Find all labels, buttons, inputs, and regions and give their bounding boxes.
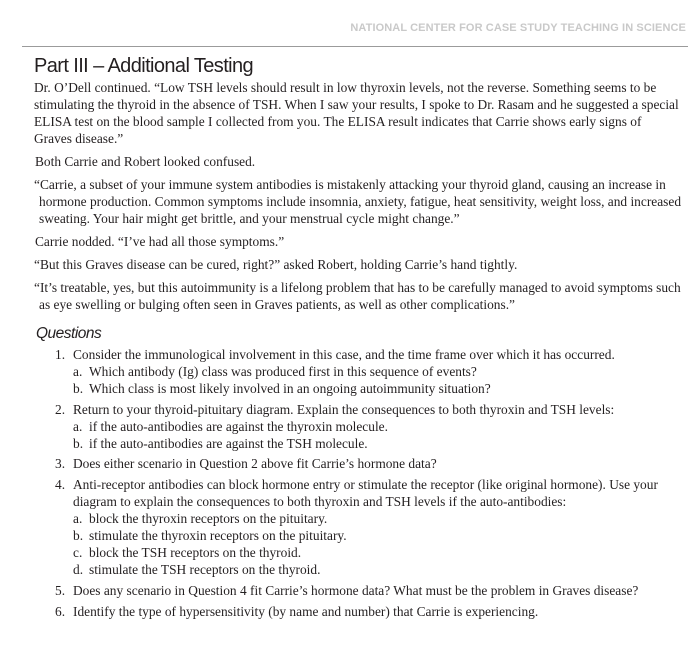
sub-question-list xyxy=(73,511,682,579)
sub-question-letter: d. xyxy=(73,561,84,577)
sub-question-list xyxy=(73,364,682,398)
sub-question-text: if the auto-antibodies are against the TSH molecule. xyxy=(89,435,368,451)
question-number: 2. xyxy=(55,401,66,417)
question-number: 1. xyxy=(55,347,66,362)
sub-question-text: stimulate the thyroxin receptors on the pituitary. xyxy=(89,528,347,544)
question-number: 3. xyxy=(55,456,66,472)
sub-question-letter: a. xyxy=(73,511,83,527)
question-text: Does either scenario in Question 2 above fit Carrie’s hormone data? xyxy=(73,456,437,472)
paragraph: Both Carrie and Robert looked confused. xyxy=(35,154,256,169)
question-number: 4. xyxy=(55,477,66,493)
sub-question-text: block the TSH receptors on the thyroid. xyxy=(89,544,302,560)
sub-question-text: Which class is most likely involved in an ongoing autoimmunity situation? xyxy=(89,380,491,396)
header-divider xyxy=(22,46,688,47)
sub-question xyxy=(73,419,682,436)
question-item xyxy=(22,456,682,473)
questions-list xyxy=(22,347,682,621)
questions-heading: Questions xyxy=(36,325,102,342)
question-text: Does any scenario in Question 4 fit Carrie’s hormone data? What must be the problem in Graves disease? xyxy=(73,582,639,598)
sub-question-letter: b. xyxy=(73,435,84,451)
content xyxy=(22,55,682,625)
question-text: Return to your thyroid-pituitary diagram. Explain the consequences to both thyroxin and TSH levels: xyxy=(73,401,615,417)
paragraph: “It’s treatable, yes, but this autoimmunity is a lifelong problem that has to be carefully managed to avoid symptoms such as eye swelling or bulging often seen in Graves patients, as well as other complications.” xyxy=(34,280,681,312)
question-item xyxy=(22,604,682,621)
sub-question-letter: a. xyxy=(73,363,83,379)
sub-question-letter: c. xyxy=(73,544,83,560)
sub-question-letter: a. xyxy=(73,418,83,434)
paragraph: “But this Graves disease can be cured, right?” asked Robert, holding Carrie’s hand tightly. xyxy=(34,257,518,272)
question-item xyxy=(22,583,682,600)
paragraph: Dr. O’Dell continued. “Low TSH levels should result in low thyroxin levels, not the reverse. Something seems to be stimulating the thyroid in the absence of TSH. When I saw your results, I spoke to Dr. Rasam and he suggested a special ELISA test on the blood sample I collected from you. The ELISA result indicates that Carrie shows early signs of Graves disease.” xyxy=(34,80,679,146)
sub-question xyxy=(73,511,682,528)
question-number: 5. xyxy=(55,582,66,598)
paragraph: “Carrie, a subset of your immune system antibodies is mistakenly attacking your thyroid gland, causing an increase in hormone production. Common symptoms include insomnia, anxiety, fatigue, heat sensitivity, weight loss, and increased sweating. Your hair might get brittle, and your menstrual cycle might change.” xyxy=(34,177,682,226)
sub-question-letter: b. xyxy=(73,380,84,396)
sub-question-list xyxy=(73,419,682,453)
question-text: Anti-receptor antibodies can block hormone entry or stimulate the receptor (like original hormone). Use your diagram to explain the consequences to both thyroxin and TSH levels if the auto-antibodies: xyxy=(73,477,658,510)
sub-question xyxy=(73,528,682,545)
paragraph: Carrie nodded. “I’ve had all those symptoms.” xyxy=(35,234,285,249)
sub-question xyxy=(73,436,682,453)
sub-question xyxy=(73,562,682,579)
question-text: Consider the immunological involvement in this case, and the time frame over which it has occurred. xyxy=(73,347,615,362)
sub-question-text: stimulate the TSH receptors on the thyroid. xyxy=(89,561,321,577)
question-item xyxy=(22,347,682,398)
question-text: Identify the type of hypersensitivity (by name and number) that Carrie is experiencing. xyxy=(73,603,539,619)
sub-question-text: if the auto-antibodies are against the thyroxin molecule. xyxy=(89,418,388,434)
question-item xyxy=(22,402,682,453)
sub-question-text: block the thyroxin receptors on the pituitary. xyxy=(89,511,328,527)
sub-question xyxy=(73,381,682,398)
question-item xyxy=(22,477,682,578)
sub-question-letter: b. xyxy=(73,528,84,544)
sub-question-text: Which antibody (Ig) class was produced first in this sequence of events? xyxy=(89,363,477,379)
question-number: 6. xyxy=(55,603,66,619)
sub-question xyxy=(73,364,682,381)
section-title: Part III – Additional Testing xyxy=(34,55,254,77)
sub-question xyxy=(73,545,682,562)
org-header: NATIONAL CENTER FOR CASE STUDY TEACHING IN SCIENCE xyxy=(350,22,686,34)
